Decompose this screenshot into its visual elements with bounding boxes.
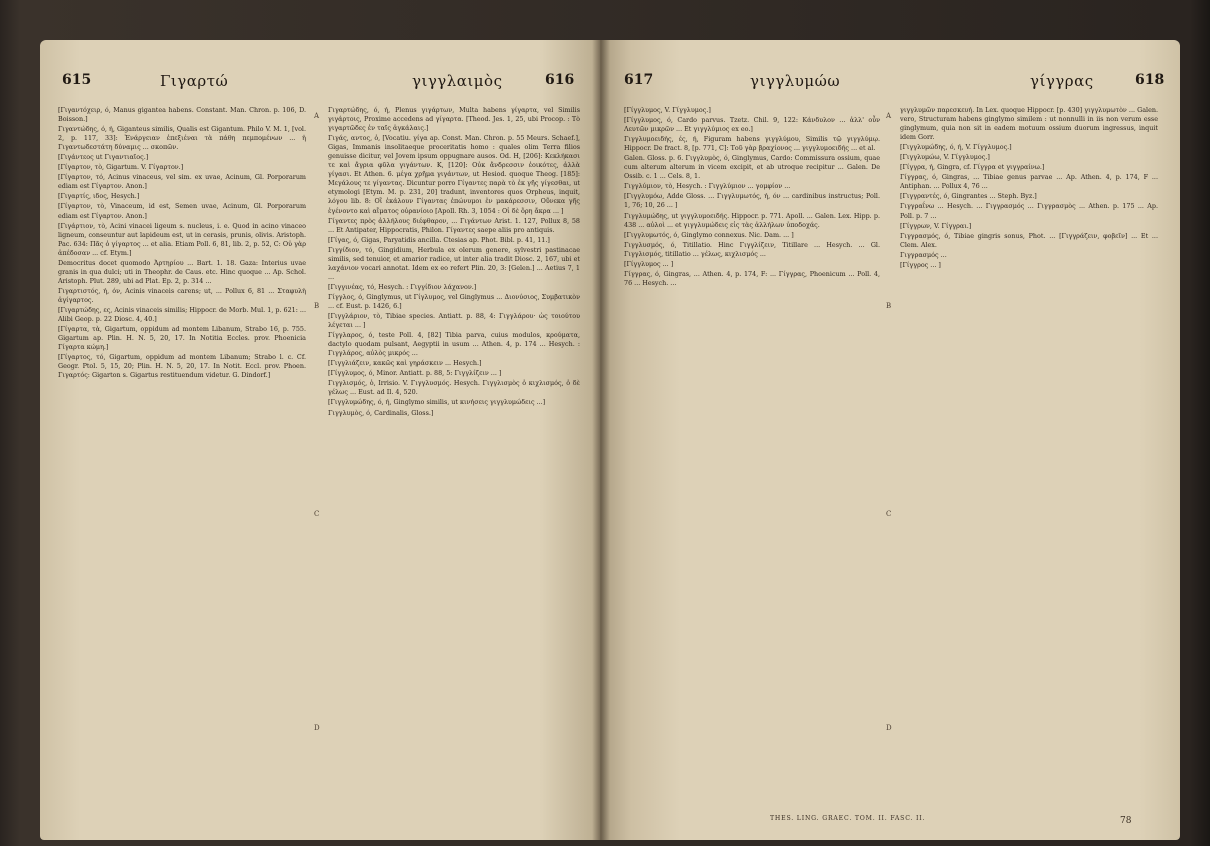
entry: [Γίγγλυμος, V. Γίγγλυμος.] <box>624 106 711 114</box>
entry: [Γιγγλυμώω, V. Γίγγλυμος.] <box>900 153 990 162</box>
entry: [Γιγγλυμόω, Adde Gloss. ... Γιγγλυμωτός, ή, όν ... cardinibus instructus; Poll. 1, 76; 10, 26 ... ] <box>624 192 880 210</box>
margin-letter: C <box>886 510 892 518</box>
entry: Γιγαρτιστός, ή, όν, Acinis vinaceis carens; ut, ... Pollux 6, 81 ... Σταφυλὴ ἀγίγαρτος. <box>58 286 306 304</box>
headword-gigarto: Γιγαρτώ <box>160 72 229 90</box>
entry: [Γίγγρος ... ] <box>900 260 941 269</box>
page-number-617: 617 <box>624 72 654 88</box>
margin-letter: B <box>886 302 892 310</box>
entry: Γίγγρας, ό, Gingras, ... Athen. 4, p. 174, F: ... Γίγγρας, Phoenicum ... Poll. 4, 76 ... Hesych. ... <box>624 269 880 287</box>
entry: [Γίγγρων, V. Γίγγραι.] <box>900 221 972 230</box>
entry: [Γιγαντόχειρ, ό, Manus gigantea habens. Constant. Man. Chron. p. 106, D. Boisson.] <box>58 106 306 124</box>
entry: Galen. Gloss. p. 6. Γιγγλυμὸς, ό, Ginglymus, Cardo: Commissura ossium, quae cum alterum alterum in vicem excipit, et ab utroque recipitur ... Galen. De Ossib. c. 1 ... Cels. 8, 1. <box>624 154 880 181</box>
entry: [Γίγαρτα, τὰ, Gigartum, oppidum ad montem Libanum, Strabo 16, p. 755. Gigartum ap. Plin. H. N. 5, 20, 17. In Notitia Eccles. prov. Phoenicia Γίγαρτα κώμη.] <box>58 325 306 352</box>
entry: [Γίγαρτον, τὸ, Gigartum. V. Γίγαρτον.] <box>58 163 184 172</box>
page-number-616: 616 <box>545 72 575 88</box>
entry: Γιγγλισμός, ὁ, Irrisio. V. Γιγγλυσμός. Hesych. Γιγγλισμὸς ὁ κιχλισμός, ὁ δὲ γέλως ... Eust. ad Il. 4, 520. <box>328 379 580 397</box>
entry: [Γίγγρα, ή, Gingra, cf. Γίγγρα et γιγγραίνω.] <box>900 163 1045 172</box>
entry: [Γιγγλυμώδης, ό, ή, Ginglymo similis, ut κινήσεις γιγγλυμώδεις ...] <box>328 398 546 407</box>
entry: Γίγγρας, ό, Gingras, ... Tibiae genus parvae ... Ap. Athen. 4, p. 174, F ... Antiphan. ... Pollux 4, 76 ... <box>900 173 1158 191</box>
margin-letter: A <box>314 112 320 120</box>
entry: [Γιγαρτώδης, ες, Acinis vinaceis similis; Hippocr. de Morb. Mul. 1, p. 621: ... Alibi Geop. p. 22 Diosc. 4, 40.] <box>58 305 306 324</box>
left-column-2 <box>328 106 580 826</box>
entry: Γιγγλυμώδης, ut γιγγλυμοειδής. Hippocr. p. 771. Apoll. ... Galen. Lex. Hipp. p. 438 ... αὐλοὶ ... et γιγγλυμώδεις εἰς τὰς ἀλλήλων ὑποδοχάς. <box>624 211 880 229</box>
right-column-1 <box>624 106 880 826</box>
entry: Γιγγίδιον, τό, Gingidium, Herbula ex olerum genere, sylvestri pastinacae similis, sed tenuior, et amarior radice, ut inter alia tradit Diosc. 2, 167, ubi et λαχάνιον vocari annotat. Idem ex eo refert Plin. 20, 3: [Gelen.] ... Aetius 7, 1 ... <box>328 245 580 281</box>
entry: [Γίγαρτον, τό, Acinus vinaceus, vel sim. ex uvae, Acinum, Gl. Porporarum ediam est Γίγαρτον. Anon.] <box>58 173 306 191</box>
entry: [Γιγγραντές, ό, Gingrantes ... Steph. Byz.] <box>900 192 1037 201</box>
entry: Γιγγλυμὸς, ό, Cardinalis, Gloss.] <box>328 408 434 417</box>
entry: Γιγγρασμός ... <box>900 250 947 259</box>
entry: Γιγγλύμιον, τὸ, Hesych. : Γιγγλύμιον ... γομφίον ... <box>624 182 791 191</box>
margin-letter: B <box>314 302 320 310</box>
page-number-615: 615 <box>62 72 92 88</box>
entry: [Γιγγινέας, τό, Hesych. : Γιγγίδιον λάχανον.] <box>328 282 477 291</box>
entry: Γίγγλαρος, ό, teste Poll. 4, [82] Tibia parva, cuius modulos, κρούματα, dactylo quodam pulsant, Aegyptii in usum ... Athen. 4, p. 174 ... Hesych. : Γιγγλάρος, αὐλὸς μικρός ... <box>328 331 580 358</box>
margin-letter: D <box>314 724 320 732</box>
headword-gigglymoo: γιγγλυμώω <box>750 72 841 90</box>
entry: [Γιγγλυμωτός, ό, Ginglymo connexus. Nic. Dam. ... ] <box>624 230 794 239</box>
book-gutter <box>592 40 610 840</box>
entry: Γιγγραΐνω ... Hesych. ... Γιγγρασμός ... Γιγγρασμὸς ... Athen. p. 175 ... Ap. Poll. p. 7 ... <box>900 202 1158 220</box>
entry: [Γίγας, ό, Gigas, Paryatidis ancilla. Ctesias ap. Phot. Bibl. p. 41, 11.] <box>328 235 550 244</box>
left-column-1 <box>58 106 306 826</box>
entry: [Γιγγλάριον, τὸ, Tibiae species. Antiatt. p. 88, 4: Γιγγλάρου· ὡς τοιούτου λέγεται ... ] <box>328 312 580 330</box>
entry: Γιγγλυμοειδής, ές, ή, Figuram habens γιγγλύμου, Similis τῷ γιγγλύμῳ. Hippocr. De fract. 8, [p. 771, C]: Τοῦ γὰρ βραχίονος ... γιγγλυμοειδής ... et al. <box>624 135 880 153</box>
entry: Γιγάς, αντος, ὁ, [Vocatiu. γίγα ap. Const. Man. Chron. p. 55 Meurs. Schaef.], Gigas, Immanis insolitaeque proceritatis homo : quales olim Terra filios genuisse dicitur, vel Jovem ipsum oppugnare ausos. Od. H, [206]: Κεκλήκασι τε καὶ ἄγρια φῦλα γιγάντων. K, [120]: Οὐκ ἄνδρεσσιν ἐοικότες, ἀλλὰ γίγασι. Et Athen. 6. μέγα χρῆμα γιγάντων, ut Hesiod. quoque Theog. [185]: Μεγάλους τε γίγαντας. Dicuntur porro Γίγαντες παρὰ τὸ ἐκ γῆς γίγεσθαι, ut etymologi [Etym. M. p. 231, 20] tradunt, inventores quos Orpheus, inquit, λόγου lib. 8: Οἳ ἐκάλουν Γίγαντας ἐπώνυμοι ἐν μακάρεσσιν, Οὕνεκα γῆς ἐγένοντο καὶ αἵματος οὐρανίοιο [Apoll. Rh. 3, 1054 : Οἱ δὲ ὅρη ἄκρα ... ] <box>328 134 580 215</box>
left-page <box>40 40 600 840</box>
left-page-header <box>40 72 600 96</box>
entry: γιγγλυμῶν παρεσκευή. In Lex. quoque Hippocr. [p. 430] γιγγλυμωτὸν ... Galen. vero, Structuram habens ginglymo similem : ut nonnulli in iis non verum esse ginglymum, quia non sit in eadem motuum ossium duorum ingressus, inquit idem Gorr. <box>900 106 1158 142</box>
entry: Γίγαντες πρὸς ἀλλήλους διέφθαρον, ... Γιγάντων Arist. 1. 127, Pollux 8, 58 ... Et Antipater, Hippocratis, Philon. Γίγαντες saepe aliis pro antiquis. <box>328 216 580 234</box>
entry: [Γιγάντεος ut Γιγαντιαῖος.] <box>58 153 149 162</box>
entry: [Γίγγλυμος ... ] <box>624 259 674 268</box>
signature-mark: 78 <box>1120 816 1132 826</box>
entry: [Γιγγλυμώδης, ό, ή, V. Γίγγλυμος.] <box>900 143 1012 152</box>
entry: Γιγγλυσμός, ό, Titillatio. Hinc Γιγγλίζειν, Titillare ... Hesych. ... Gl. Γιγγλισμός, titillatio ... γέλως, κιχλισμός ... <box>624 240 880 258</box>
right-page <box>600 40 1180 840</box>
entry: [Γίγγλυμος, ό, Minor. Antiatt. p. 88, 5: Γιγγλίζειν ... ] <box>328 369 502 378</box>
running-footer: THES. LING. GRAEC. TOM. II. FASC. II. <box>770 815 926 822</box>
entry: [Γίγγλυμος, ό, Cardo parvus. Tzetz. Chil. 9, 122: Κάνδυλον ... ἀλλ' οὖν Λευτῶν μικρῶν ... Et γιγγλύμιος ex eo.] <box>624 116 880 134</box>
entry: [Γιγάρτιον, τὸ, Acini vinacei ligeum s. nucleus, i. e. Quod in acino vinaceo ligneum, conseuntur aut lapideum est, ut in cerasis, prunis, olivis. Aristoph. Pac. 634: Πᾶς ὁ γίγαρτος ... et alia. Etiam Poll. 6, 81, lib. 2, p. 52, C: Οὐ γὰρ ἀπέδοσαν ... cf. Etym.] <box>58 221 306 257</box>
entry: Democritus docet quomodo Ἀρτηρίου ... Bart. 1. 18. Gaza: Interius uvae granis in qua dulci; uti in Theophr. de Caus. etc. Hinc quoque ... Ap. Schol. Aristoph. Plut. 289, ubi ad Plat. Ep. 2, p. 314 ... <box>58 258 306 285</box>
headword-gigglaimos: γιγγλαιμὸς <box>412 72 503 90</box>
margin-letter: C <box>314 510 320 518</box>
page-number-618: 618 <box>1135 72 1165 88</box>
entry: [Γιγαρτίς, ιδος, Hesych.] <box>58 192 140 201</box>
headword-gingras: γίγγρας <box>1030 72 1094 90</box>
entry: Γιγαντώδης, ό, ή, Giganteus similis, Qualis est Gigantum. Philo V. M. 1, [vol. 2, p. 117, 33]: Ἐνάργειαν ἐπεξιέναι τὰ πάθη πεμπομένων ... ἡ Γιγαντωδεστάτη δύναμις ... σκοπῶν. <box>58 125 306 152</box>
right-page-header <box>600 72 1180 96</box>
margin-letter: A <box>886 112 892 120</box>
margin-letter: D <box>886 724 892 732</box>
entry: [Γιγγλιάζειν, κακῶς καὶ γηράσκειν ... Hesych.] <box>328 359 482 368</box>
entry: Γιγαρτώδης, ό, ή, Plenus γιγάρτων, Multa habens γίγαρτα, vel Similis γιγάρτοις, Proxime accedens ad γίγαρτα. [Theod. Jes. 1, 25, ubi Procop. : Τὸ γιγαρτῶδες ἐν ταῖς ἀγκάλαις.] <box>328 106 580 133</box>
entry: Γιγγρασμός, ό, Tibiae gingris sonus, Phot. ... [Γιγγράζειν, φοβεῖν] ... Et ... Clem. Alex. <box>900 231 1158 249</box>
entry: Γίγγλος, ό, Ginglymus, ut Γίγλυμος, vel Ginglymus ... Διονύσιος, Συμβατικὸν ... cf. Eust. p. 1426, 6.] <box>328 292 580 310</box>
right-column-2 <box>900 106 1158 826</box>
entry: [Γίγαρτον, τὸ, Vinaceum, id est, Semen uvae, Acinum, Gl. Porporarum ediam est Γίγαρτον. Anon.] <box>58 202 306 220</box>
entry: [Γίγαρτος, τό, Gigartum, oppidum ad montem Libanum; Strabo l. c. Cf. Geogr. Ptol. 5, 15, 20; Plin. H. N. 5, 20, 17. In Notit. Eccl. prov. Phoen. Γιγαρτός: Gigarton s. Gigartus restituendum videtur. G. Dindorf.] <box>58 353 306 380</box>
